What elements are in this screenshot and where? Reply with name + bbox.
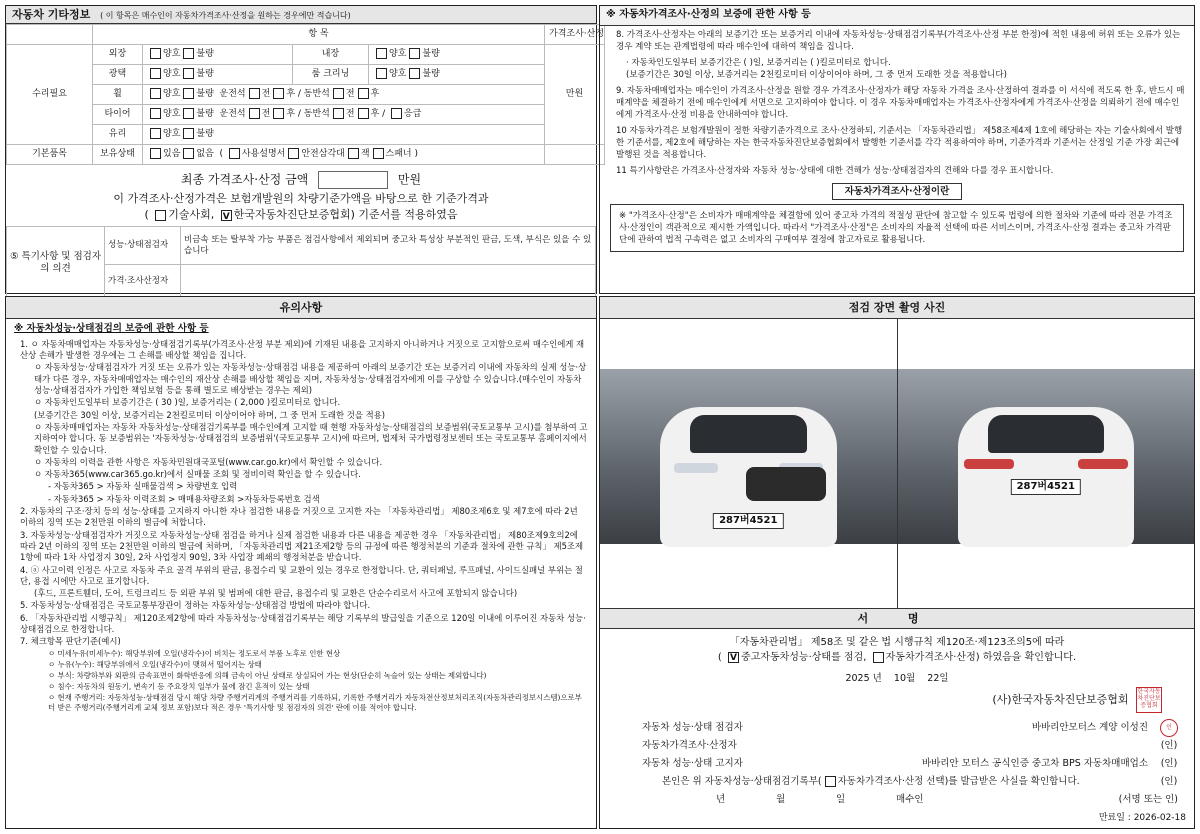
list-item: 3. 자동차성능·상태점검자가 거짓으로 자동차성능·상태 점검을 하거나 실제 점검한 내용과 다른 내용을 제공한 경우 「자동차관리법」 제80조제9호의2에 따라 2년 이하의 징역 또는 2천만원 이하의 벌금에 처하며, 「자동차관리법 제21조제2항 등의 규정에 따른 행정처분의 기준과 절차에 관한 규칙」 제5조제1항에 따라 1차 사업정지 30일, 2차 사업정지 90일, 3차 사업장 폐쇄의 행정처분을 받습니다. — [20, 529, 584, 563]
signer-row — [610, 719, 1184, 737]
checkbox[interactable] — [150, 128, 161, 139]
option-label: 양호 — [389, 49, 407, 60]
price-checker-label: 가격·조사산정자 — [105, 265, 181, 299]
list-item: (보증기간은 30일 이상, 보증거리는 2천킬로미터 이상이어야 하며, 그 중 먼저 도래한 것을 적용) — [34, 409, 386, 420]
option-label: 안전삼각대 — [301, 149, 345, 160]
list-item: · 자동차인도일부터 보증기간은 ( )일, 보증거리는 ( )킬로미터로 합니다. — [626, 57, 891, 68]
row-label: 내장 — [293, 45, 369, 65]
repair-label: 수리필요 — [7, 45, 93, 145]
row-label: 보유상태 — [93, 145, 143, 165]
list-item: 7. 체크항목 판단기준(예시) — [20, 636, 121, 647]
list-item: 11 특기사항란은 가격조사·산정자와 자동차 성능·상태에 대한 견해가 성능·상태점검자의 견해와 다를 경우 표시합니다. — [616, 165, 1054, 176]
list-item: 10 자동차가격은 보험개발원이 정한 차량기준가격으로 조사·산정하되, 기준서는 「자동차관리법」 제58조제4제 1호에 해당하는 자는 기술사회에서 발행한 기준서를, 제2호에 해당하는 자는 한국자동차진단보증협회에서 발행한 기준서를 각각 적용하여야 하며, 기준가격과 기준서는 산정일 기준 가장 최근에 발행된 것을 적용합니다. — [616, 125, 1183, 160]
section-subtitle: ※ 자동차성능·상태점검의 보증에 관한 사항 등 — [14, 323, 209, 334]
option-label: 후 — [370, 109, 380, 120]
list-item: ㅇ 부식: 차량하부와 외판의 금속표면이 화학반응에 의해 금속이 아닌 상태로 상실되어 가는 현상(단순히 녹슬어 있는 상태는 제외합니다) — [48, 670, 487, 680]
checkbox[interactable] — [391, 108, 402, 119]
checkbox[interactable] — [150, 88, 161, 99]
option-label: 동반석 — [303, 89, 330, 100]
option-label: 기술사회, — [168, 208, 215, 221]
signer-label: 자동차가격조사·산정자 — [642, 739, 737, 751]
option-label: 응급 — [404, 109, 422, 120]
checkbox[interactable] — [273, 108, 284, 119]
final-price-input[interactable] — [318, 171, 388, 189]
standard-statement: 이 가격조사·산정가격은 보험개발원의 차량기준가액을 바탕으로 한 기준가격과 ( 기술사회, V 한국자동차진단보증협회) 기준서를 적용하였음 — [6, 191, 596, 223]
seal-placeholder: (인) — [1160, 757, 1178, 769]
law-line: 「자동차관리법」 제58조 및 같은 법 시행규칙 제120조·제123조의5에 따라 — [729, 637, 1065, 648]
row-label: 휠 — [93, 85, 143, 105]
checkbox[interactable] — [150, 108, 161, 119]
section-header: ※ 자동차가격조사·산정의 보증에 관한 사항 등 — [600, 6, 1194, 26]
checkbox[interactable] — [273, 88, 284, 99]
basic-label: 기본품목 — [7, 145, 93, 165]
list-item: ㅇ 미세누유(미세누수): 해당부위에 오일(냉각수)이 비치는 정도로서 부품 노후로 인한 현상 — [48, 648, 341, 658]
car-rear-image — [958, 407, 1135, 547]
list-item: (후드, 프론트휀더, 도어, 트렁크리드 등 외판 부위 및 범퍼에 대한 판금, 용접수리 및 교환은 단순수리로서 사고에 포함되지 않습니다) — [34, 588, 518, 599]
checkbox[interactable] — [183, 148, 194, 159]
signature-title: 서 명 — [600, 609, 1194, 629]
option-label: 전 — [261, 89, 271, 100]
checkbox[interactable] — [288, 148, 299, 159]
checkbox[interactable] — [358, 108, 369, 119]
row-label: 외장 — [93, 45, 143, 65]
signer-row — [610, 737, 1184, 755]
checkbox[interactable] — [376, 48, 387, 59]
option-label: 전 — [345, 89, 355, 100]
guarantee-list — [600, 26, 1194, 177]
col-price-header: 가격조사·산정 — [545, 25, 605, 45]
signer-label: 자동차 성능·상태 점검자 — [642, 721, 743, 733]
option-label: 전 — [261, 109, 271, 120]
options-table: 항 목 가격조사·산정 수리필요 외장 양호 불량 내장 양호 불량 만원 광택 양호 불량 룸 크리닝 양호 불량 휠 양호 불량 운전석 전 후 / 동반석 전 후 타이어 양호 불량 운전석 전 후 / 동반석 전 후 / 응급 유리 양호 불량 기본품목 보유상태 있음 없음 ( 사용설명서 안전삼각대 잭 스패너 ) — [6, 24, 605, 165]
option-label: 불량 — [196, 129, 214, 140]
list-item: 9. 자동차매매업자는 매수인이 가격조사·산정을 원할 경우 가격조사·산정자가 해당 자동차 가격을 조사·산정하여 결과를 이 서식에 적도록 한 후, 반드시 매매계약을 체결하기 전에 매수인에게 서면으로 고지하여야 합니다. 이 경우 자동차매매업자는 가격조사·산정자에게 가격조사·산정을 의뢰하기 전에 매수인에게 가격조사·산정 비용을 안내하여야 합니다. — [616, 85, 1185, 120]
car-front-photo — [600, 319, 897, 608]
option-label: 불량 — [422, 49, 440, 60]
option-label: 있음 — [163, 149, 181, 160]
expiry-date: 만료일 : 2026-02-18 — [1098, 812, 1186, 823]
recv-day: 일 — [836, 793, 846, 805]
option-label: 양호 — [389, 69, 407, 80]
checkbox[interactable] — [333, 108, 344, 119]
section-title — [6, 6, 596, 24]
list-item: 4. ⓐ 사고이력 인정은 사고로 자동차 주요 골격 부위의 판금, 용접수리 및 교환이 있는 경우로 한정합니다. 단, 쿼터패널, 루프패널, 사이드실패널 부위는 절단, 용접 시에만 사고로 표기합니다. — [20, 564, 583, 586]
list-item: ㅇ 자동차매매업자는 자동차 자동차성능·상태점검기록부를 매수인에게 고지할 때 현행 자동차성능·상태점검의 보증범위(국토교통부 고시)를 첨부하여 고지하여야 합니다. 동 보증범위는 '자동차성능·상태점검의 보증범위'(국토교통부 고시)에 따르며, 법제처 국가법령정보센터 또는 국토교통부 홈페이지에서 확인할 수 있습니다. — [34, 421, 588, 455]
checkbox[interactable] — [229, 148, 240, 159]
recv-month: 월 — [776, 793, 786, 805]
row-label: 광택 — [93, 65, 143, 85]
section-title: 유의사항 — [6, 297, 596, 319]
signer-rows — [610, 719, 1184, 809]
special-notes-table — [6, 226, 596, 299]
checkbox[interactable] — [249, 108, 260, 119]
checkbox[interactable] — [373, 148, 384, 159]
seal-text: 인 — [1166, 723, 1172, 731]
vehicle-other-info-section — [5, 5, 605, 294]
signer-label: 자동차 성능·상태 고지자 — [642, 757, 743, 769]
signer-value: 바바리안 모터스 공식인증 중고차 BPS 자동차매매업소 — [921, 757, 1148, 769]
title-note: ( 이 항목은 매수인이 자동차가격조사·산정을 원하는 경우에만 적습니다) — [100, 11, 351, 20]
checkbox[interactable] — [409, 68, 420, 79]
list-item: 1. ㅇ 자동차매매업자는 자동차성능·상태점검기록부(가격조사·산정 부분 제외)에 기재된 내용을 고지하지 아니하거나 거짓으로 고지함으로써 매수인에게 재산상 손해가 발생한 경우에는 그 손해를 배상할 책임을 집니다. — [20, 338, 585, 361]
list-item: ㅇ 현재 주행거리: 자동차성능·상태점검 당시 해당 차량 주행거리계의 주행거리를 기록하되, 기록한 주행거리가 자동차전산정보처리조직(자동차관리정보시스템)으로부터 받은 주행거리(주행거리계 교체 정보 포함)보다 적은 경우 '특기사항 및 점검자의 의견' 란에 이를 적어야 합니다. — [48, 692, 582, 712]
inspection-photos — [600, 319, 1194, 609]
row-label: 룸 크리닝 — [293, 65, 369, 85]
list-item: - 자동차365 > 자동차 이력조회 > 매매용차량조회 >자동차등록번호 검색 — [48, 493, 320, 504]
list-item: ㅇ 침수: 자동차의 원동기, 변속기 등 주요장치 일부가 물에 잠긴 흔적이 있는 상태 — [48, 681, 310, 691]
checkbox[interactable] — [183, 108, 194, 119]
option-label: 후 — [286, 89, 296, 100]
option-label: 불량 — [196, 109, 214, 120]
association-name: (사)한국자동차진단보증협회 — [992, 692, 1129, 706]
checkbox[interactable] — [155, 210, 166, 221]
seal-placeholder: (인) — [1160, 775, 1178, 787]
checkbox[interactable] — [873, 652, 884, 663]
final-price-label: 최종 가격조사·산정 금액 — [180, 172, 309, 187]
price-checker-opinion — [181, 265, 596, 299]
option-label: 양호 — [163, 49, 181, 60]
signer-row — [610, 755, 1184, 773]
option-label: 중고자동차성능·상태를 점검, — [740, 652, 867, 663]
perf-checker-label: 성능·상태점검자 — [105, 227, 181, 265]
date-year: 2025 년 — [845, 673, 882, 684]
row-label: 유리 — [93, 125, 143, 145]
standard-tail: ) 기준서를 적용하였음 — [350, 208, 458, 221]
seal-icon — [1160, 719, 1178, 737]
buyer-label: 매수인 — [896, 793, 924, 805]
row-label: 타이어 — [93, 105, 143, 125]
standard-line: 이 가격조사·산정가격은 보험개발원의 차량기준가액을 바탕으로 한 기준가격과 — [113, 192, 489, 205]
date-month: 10월 — [893, 673, 916, 684]
sign-date — [610, 673, 1184, 685]
list-item: ㅇ 자동차성능·상태점검자가 거짓 또는 오류가 있는 자동차성능·상태점검 내용을 제공하여 아래의 보증기간 또는 보증거리 이내에 자동차의 실제 성능·상태가 다른 경우, 자동차매매업자는 매수인의 재산상 손해를 배상할 책임을 지며, 자동차성능·상태점검자에게 이를 구상할 수 있습니다.(매수인이 자동차성능·상태점검자가 가입한 책임보험 등을 통해 별도로 배상받는 경우는 제외) — [34, 362, 587, 396]
list-item: (보증기간은 30일 이상, 보증거리는 2천킬로미터 이상이어야 하며, 그 중 먼저 도래한 것을 적용합니다) — [626, 69, 1007, 80]
option-label: 없음 — [196, 149, 214, 160]
list-item: ㅇ 누유(누수): 해당부위에서 오일(냉각수)이 맺혀서 떨어지는 상태 — [48, 659, 262, 669]
final-price-unit: 만원 — [397, 172, 422, 187]
association-line — [610, 687, 1162, 713]
option-label: 운전석 — [219, 89, 246, 100]
signature-block: 「자동차관리법」 제58조 및 같은 법 시행규칙 제120조·제123조의5에 따라 ( V중고자동차성능·상태를 점검, 자동차가격조사·산정) 하였음을 확인합니다. 2025 년 10월 22일 (사)한국자동차진단보증협회 한국자동차진단보증협회 자동차 성능·상태 점검자 바바리안모터스 계양 이성진 인 자동차가격조사·산정자 (인) 자동차 성능·상태 고지자 바바리안 모터스 공식인증 중고차 BPS 자동차매매업소 (인) 본인은 위 자동차성능·상태점검기록부( 자동차가격조사·산정 선택)를 발급받은 사실을 확인합니다. (인) 년 월 일 매수인 (서명 또는 인) — [600, 629, 1194, 815]
license-plate: 287버4521 — [1011, 479, 1081, 496]
checkbox[interactable] — [333, 88, 344, 99]
checkbox[interactable] — [150, 148, 161, 159]
seal-placeholder: (인) — [1160, 739, 1178, 751]
issue-confirm-row — [610, 773, 1184, 791]
final-price-row — [6, 165, 596, 191]
option-label: 불량 — [422, 69, 440, 80]
col-item-header: 항 목 — [93, 25, 545, 45]
license-plate: 287버4521 — [713, 513, 783, 530]
option-label: 양호 — [163, 129, 181, 140]
checkbox[interactable] — [183, 128, 194, 139]
list-item: 8. 가격조사·산정자는 아래의 보증기간 또는 보증거리 이내에 자동차성능·상태점검기록부(가격조사·산정 부분 한정)에 적힌 내용에 허위 또는 오류가 있는 경우 계약 또는 관계법령에 따라 매수인에 대하여 책임을 집니다. — [616, 29, 1181, 52]
option-label: 양호 — [163, 69, 181, 80]
option-label: 잭 — [360, 149, 370, 160]
option-label: 후 — [286, 109, 296, 120]
list-item: ㅇ 자동차365(www.car365.go.kr)에서 실매물 조회 및 정비이력 확인을 할 수 있습니다. — [34, 469, 361, 480]
photo-section-title: 점검 장면 촬영 사진 — [600, 297, 1194, 319]
option-label: 불량 — [196, 49, 214, 60]
option-label: 스패너 — [385, 149, 412, 160]
list-item: 6. 「자동차관리법 시행규칙」 제120조제2항에 따라 자동차성능·상태점검기록부는 해당 기록부의 발급일을 기준으로 120일 이내에 이루어진 자동차 성능·상태점검으로 한정합니다. — [20, 612, 586, 634]
checkbox-checked[interactable] — [728, 652, 739, 663]
checkbox[interactable] — [249, 88, 260, 99]
checkbox[interactable] — [825, 776, 836, 787]
option-label: 사용설명서 — [241, 149, 286, 160]
checkbox[interactable] — [348, 148, 359, 159]
car-front-image — [660, 407, 837, 547]
option-label: 전 — [345, 109, 355, 120]
checkbox[interactable] — [150, 68, 161, 79]
checkbox[interactable] — [409, 48, 420, 59]
signer-value: 바바리안모터스 계양 이성진 — [1031, 721, 1148, 733]
cautions-list — [6, 337, 596, 713]
checkbox[interactable] — [183, 48, 194, 59]
definition-title: 자동차가격조사·산정이란 — [832, 183, 962, 201]
recv-year: 년 — [716, 793, 726, 805]
list-item: 2. 자동차의 구조·장치 등의 성능·상태를 고지하지 아니한 자나 점검한 내용을 거짓으로 고지한 자는 「자동차관리법」 제80조제6호 및 제7호에 따라 2년 이하의 징역 또는 2천만원 이하의 벌금에 처합니다. — [20, 506, 578, 528]
list-item: - 자동차365 > 자동차 실매물검색 > 차량번호 입력 — [48, 481, 238, 492]
price-guarantee-section — [599, 5, 1195, 294]
list-item: ㅇ 자동차의 이력을 관한 사항은 자동차민원대국포털(www.car.go.kr)에서 확인할 수 있습니다. — [34, 456, 383, 467]
list-item: 5. 자동차성능·상태점검은 국토교통부장관이 정하는 자동차성능·상태점검 방법에 따라야 합니다. — [20, 600, 371, 611]
option-label: 양호 — [163, 109, 181, 120]
price-unit: 만원 — [545, 45, 605, 145]
association-stamp — [1136, 687, 1162, 713]
option-label: 불량 — [196, 69, 214, 80]
option-label: 불량 — [196, 89, 214, 100]
special-label: ⑤ 특기사항 및 점검자의 의견 — [7, 227, 105, 299]
photos-and-signature-section — [599, 296, 1195, 829]
checkbox[interactable] — [150, 48, 161, 59]
cautions-section — [5, 296, 597, 829]
title-text: 자동차 기타정보 — [12, 8, 91, 21]
option-label: 양호 — [163, 89, 181, 100]
checkbox[interactable] — [376, 68, 387, 79]
option-label: 한국자동차진단보증협회 — [233, 208, 351, 221]
stamp-text: 한국자동차진단보증협회 — [1137, 687, 1161, 709]
list-item: ㅇ 자동차인도일부터 보증기간은 ( 30 )일, 보증거리는 ( 2,000 )킬로미터로 합니다. — [34, 397, 341, 408]
car-rear-photo — [897, 319, 1195, 608]
buyer-row — [610, 791, 1184, 809]
option-label: 동반석 — [303, 109, 330, 120]
option-label: 운전석 — [219, 109, 246, 120]
issue-line: 자동차가격조사·산정 선택)를 발급받은 사실을 확인합니다. — [837, 775, 1080, 787]
perf-checker-opinion: 비금속 또는 탈부착 가능 부품은 점검사항에서 제외되며 중고차 특성상 부분적인 판금, 도색, 부식은 있을 수 있습니다 — [181, 227, 596, 265]
issue-line: 본인은 위 자동차성능·상태점검기록부( — [662, 775, 822, 787]
buyer-signature: (서명 또는 인) — [1118, 793, 1178, 805]
option-label: 후 — [370, 89, 380, 100]
checkbox-checked[interactable] — [221, 210, 232, 221]
option-label: 자동차가격조사·산정) 하였음을 확인합니다. — [885, 652, 1077, 663]
checkbox[interactable] — [183, 88, 194, 99]
definition-text: ※ "가격조사·산정"은 소비자가 매매계약을 체결함에 있어 중고차 가격의 적절성 판단에 참고할 수 있도록 법령에 의한 절차와 기준에 따라 전문 가격조사·산정인이 객관적으로 제시한 가액입니다. 따라서 "가격조사·산정"은 소비자의 자율적 선택에 따른 서비스이며, 가격조사·산정 결과는 중고차 가격판단에 관하여 법적 구속력은 없고 소비자의 구매여부 결정에 참고자료로 활용됩니다. — [610, 204, 1184, 252]
checkbox[interactable] — [358, 88, 369, 99]
date-day: 22일 — [927, 673, 949, 684]
checkbox[interactable] — [183, 68, 194, 79]
